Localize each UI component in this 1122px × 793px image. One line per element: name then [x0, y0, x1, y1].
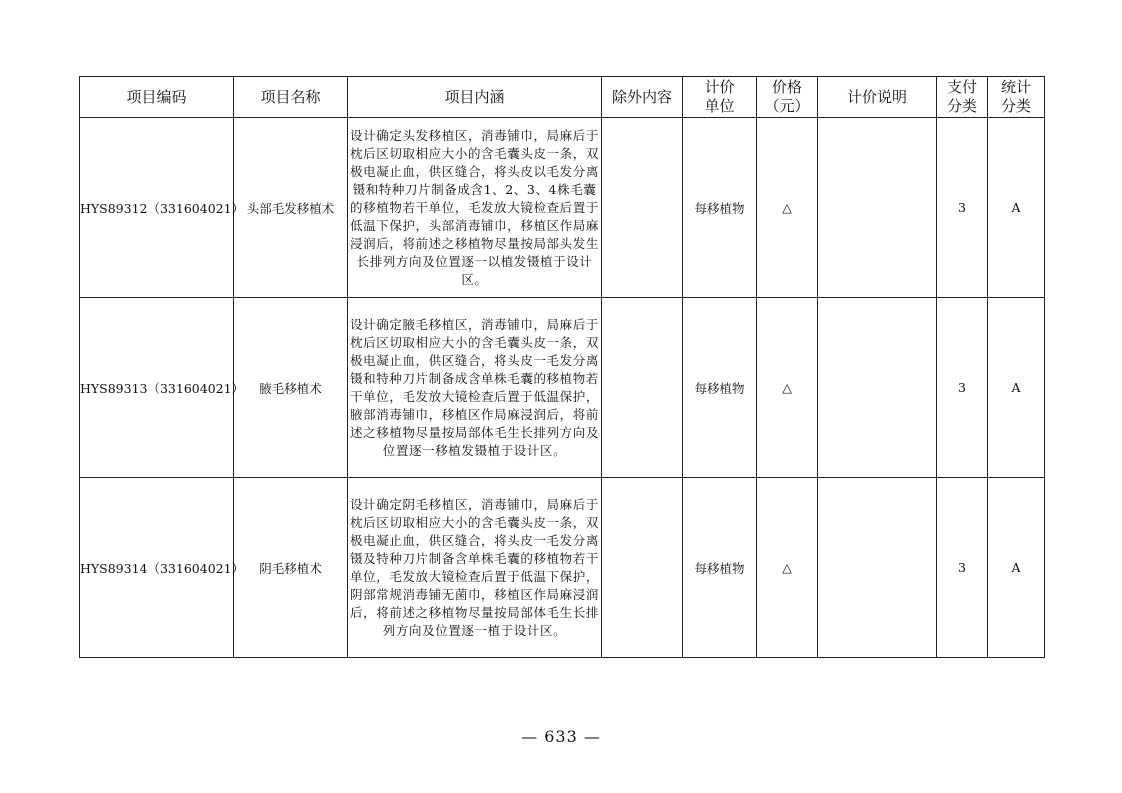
cell-excluded [602, 298, 683, 478]
page-number: — 633 — [521, 727, 601, 746]
cell-payment: 3 [937, 118, 988, 298]
cell-note [818, 298, 937, 478]
header-note: 计价说明 [818, 77, 937, 118]
header-name: 项目名称 [234, 77, 348, 118]
cell-name: 腋毛移植术 [234, 298, 348, 478]
cell-content: 设计确定阴毛移植区，消毒铺巾，局麻后于枕后区切取相应大小的含毛囊头皮一条，双极电凝止血，供区缝合，将头皮一毛发分离镊及特种刀片制备含单株毛囊的移植物若干单位，毛发放大镜检查后置于低温下保护，阴部常规消毒铺无菌巾，移植区作局麻浸润后，将前述之移植物尽量按局部体毛生长排列方向及位置逐一植于设计区。 [348, 478, 602, 658]
cell-stat: A [988, 118, 1045, 298]
header-content: 项目内涵 [348, 77, 602, 118]
header-row [80, 77, 1045, 118]
header-stat: 统计 分类 [988, 77, 1045, 118]
header-unit: 计价 单位 [683, 77, 757, 118]
cell-price: △ [757, 118, 818, 298]
cell-excluded [602, 118, 683, 298]
cell-name: 头部毛发移植术 [234, 118, 348, 298]
cell-unit: 每移植物 [683, 478, 757, 658]
cell-payment: 3 [937, 478, 988, 658]
cell-price: △ [757, 478, 818, 658]
cell-code: HYS89312（331604021） [80, 118, 234, 298]
cell-unit: 每移植物 [683, 118, 757, 298]
cell-code: HYS89313（331604021） [80, 298, 234, 478]
header-price: 价格 （元） [757, 77, 818, 118]
table-row [80, 478, 1045, 658]
header-excluded: 除外内容 [602, 77, 683, 118]
cell-code: HYS89314（331604021） [80, 478, 234, 658]
cell-stat: A [988, 478, 1045, 658]
table-row [80, 118, 1045, 298]
table-row [80, 298, 1045, 478]
cell-payment: 3 [937, 298, 988, 478]
table-body [80, 118, 1045, 658]
cell-stat: A [988, 298, 1045, 478]
cell-content: 设计确定头发移植区，消毒铺巾，局麻后于枕后区切取相应大小的含毛囊头皮一条，双极电凝止血，供区缝合，将头皮以毛发分离镊和特种刀片制备成含1、2、3、4株毛囊的移植物若干单位，毛发放大镜检查后置于低温下保护，头部消毒铺巾，移植区作局麻浸润后，将前述之移植物尽量按局部头发生长排列方向及位置逐一以植发镊植于设计区。 [348, 118, 602, 298]
header-code: 项目编码 [80, 77, 234, 118]
cell-price: △ [757, 298, 818, 478]
cell-excluded [602, 478, 683, 658]
cell-content: 设计确定腋毛移植区，消毒铺巾，局麻后于枕后区切取相应大小的含毛囊头皮一条，双极电凝止血，供区缝合，将头皮一毛发分离镊和特种刀片制备成含单株毛囊的移植物若干单位，毛发放大镜检查后置于低温保护，腋部消毒铺巾，移植区作局麻浸润后，将前述之移植物尽量按局部体毛生长排列方向及位置逐一移植发镊植于设计区。 [348, 298, 602, 478]
cell-unit: 每移植物 [683, 298, 757, 478]
table-header [80, 77, 1045, 118]
header-payment: 支付 分类 [937, 77, 988, 118]
cell-name: 阴毛移植术 [234, 478, 348, 658]
cell-note [818, 118, 937, 298]
pricing-table [79, 76, 1045, 658]
cell-note [818, 478, 937, 658]
